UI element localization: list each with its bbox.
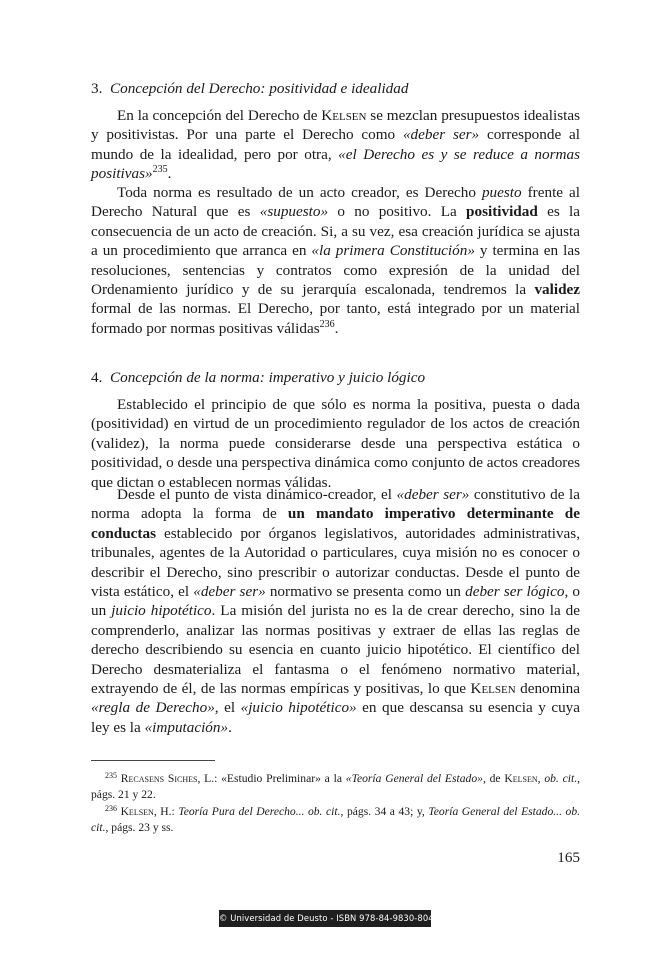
footnote-ref-235[interactable]: 235 <box>152 164 168 176</box>
footnote-236: $^{236}$ Kelsen, H.: Teoría Pura del Derecho... ob. cit., págs. 34 a 43; y, Teoría General del Estado... ob. cit., págs. 23 y ss. <box>91 804 581 835</box>
section-4-heading: 4. Concepción de la norma: imperativo y juicio lógico <box>91 369 426 386</box>
footnote-separator <box>91 760 215 761</box>
footnote-235: $^{235}$ Recasens Siches, L.: «Estudio Preliminar» a la «Teoría General del Estado», de Kelsen, ob. cit., págs. 21 y 22. <box>91 771 581 802</box>
copyright-footer: © Universidad de Deusto - ISBN 978-84-9830-804-4 <box>219 910 431 927</box>
section-4-paragraph-1: Establecido el principio de que sólo es norma la positiva, puesta o dada (positividad) en virtud de un procedimiento regulador de los actos de creación (validez), la norma puede considerarse desde una perspectiva estática o positividad, o desde una perspectiva dinámica como conjunto de actos creadores que dictan o establecen normas válidas. <box>91 396 580 491</box>
section-3-paragraph-1: En la concepción del Derecho de Kelsen se mezclan presupuestos idealistas y positivistas. Por una parte el Derecho como «deber ser» corresponde al mundo de la idealidad, pero por otra, «el Derecho es y se reduce a normas positivas»$^{235}$. <box>91 107 580 183</box>
section-4-paragraph-2: Desde el punto de vista dinámico-creador, el «deber ser» constitutivo de la norma adopta la forma de un mandato imperativo determinante de conductas establecido por órganos legislativos, autoridades administrativas, tribunales, agentes de la Autoridad o particulares, cuya misión no es conocer o describir el Derecho, sino prescribir o autorizar conductas. Desde el punto de vista estático, el «deber ser» normativo se presenta como un deber ser lógico, o un juicio hipotético. La misión del jurista no es la de crear derecho, sino la de comprenderlo, analizar las normas positivas y extraer de ellas las reglas de derecho describiendo su esencia en cuanto juicio hipotético. El científico del Derecho desmaterializa el fantasma o el fenómeno normativo material, extrayendo de él, de las normas empíricas y positivas, lo que Kelsen denomina «regla de Derecho», el «juicio hipotético» en que descansa su esencia y cuya ley es la «imputación». <box>91 486 581 736</box>
section-3-heading: 3. Concepción del Derecho: positividad e idealidad <box>91 80 409 97</box>
section-3-paragraph-2: Toda norma es resultado de un acto creador, es Derecho puesto frente al Derecho Natural que es «supuesto» o no positivo. La positividad es la consecuencia de un acto de creación. Si, a su vez, esa creación jurídica se ajusta a un procedimiento que arranca en «la primera Constitución» y termina en las resoluciones, sentencias y contratos como expresión de la unidad del Ordenamiento jurídico y de su jerarquía escalonada, tendremos la validez formal de las normas. El Derecho, por tanto, está integrado por un material formado por normas positivas válidas$^{236}$. <box>91 184 580 337</box>
page-number: 165 <box>557 849 580 866</box>
footnote-ref-236[interactable]: 236 <box>319 318 335 330</box>
